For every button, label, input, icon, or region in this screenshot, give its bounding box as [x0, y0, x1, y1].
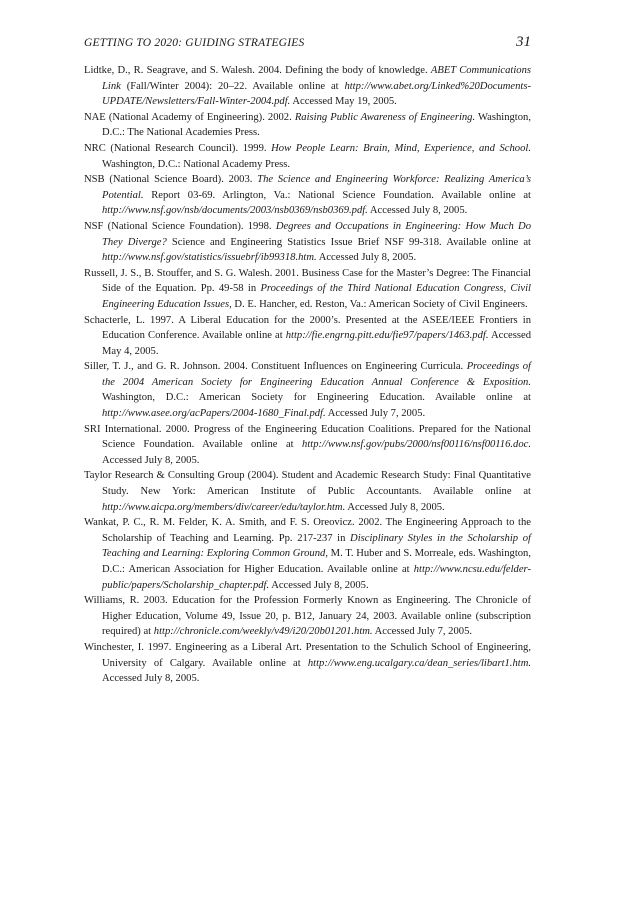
reference-text: Accessed July 8, 2005.	[345, 501, 445, 513]
reference-text: Accessed July 8, 2005.	[316, 252, 417, 264]
reference-text: Taylor Research & Consulting Group (2004). Student and Academic Research Study: Final Quantitative Study. New York: American Institute of Public Accountants. Available online at	[84, 470, 531, 498]
reference-text: Wankat, P. C., R. M. Felder, K. A. Smith, and F. S. Oreovicz. 2002. The Engineering Approach to the Scholarship of Teaching and Learning. Pp. 217-237 in	[84, 517, 531, 544]
page	[84, 34, 531, 687]
reference-entry	[84, 515, 531, 593]
reference-entry	[84, 219, 531, 266]
reference-italic-text: Disciplinary Styles in the Scholarship of Teaching and Learning: Exploring Common Ground,	[102, 532, 531, 560]
reference-text: Washington, D.C.: The National Academies Press.	[102, 111, 531, 139]
reference-italic-text: The Science and Engineering Workforce: Realizing America’s Potential.	[102, 174, 531, 201]
reference-italic-text: Raising Public Awareness of Engineering.	[294, 111, 476, 123]
reference-text: Washington, D.C.: American Society for Engineering Education. Available online at	[102, 392, 531, 404]
reference-text: Accessed July 8, 2005.	[367, 205, 468, 217]
reference-text: M. T. Huber and S. Morreale, eds. Washington, D.C.: American Association for Higher Education. Available online at	[102, 548, 532, 575]
reference-italic-text: ABET Communications Link	[102, 65, 531, 92]
reference-text: D. E. Hancher, ed. Reston, Va.: American Society of Civil Engineers.	[231, 298, 528, 310]
reference-italic-text: Degrees and Occupations in Engineering: How Much Do They Diverge?	[102, 220, 531, 248]
reference-italic-text: How People Learn: Brain, Mind, Experience, and School.	[271, 142, 531, 154]
reference-text: Accessed July 8, 2005.	[102, 673, 200, 685]
reference-italic-text: Proceedings of the 2004 American Society for Engineering Education Annual Conference & Exposition.	[102, 361, 531, 388]
reference-text: Report 03-69. Arlington, Va.: National Science Foundation. Available online at	[143, 189, 531, 201]
reference-text: Lidtke, D., R. Seagrave, and S. Walesh. 2004. Defining the body of knowledge.	[84, 65, 431, 76]
reference-italic-text: http://www.eng.ucalgary.ca/dean_series/libart1.htm.	[307, 657, 531, 669]
reference-text: SRI International. 2000. Progress of the Engineering Education Coalitions. Prepared for the National Science Foundation. Available online at	[84, 423, 531, 451]
running-head-title: GETTING TO 2020: GUIDING STRATEGIES	[84, 37, 305, 49]
page-number: 31	[516, 34, 531, 50]
reference-entry	[84, 359, 531, 421]
reference-text: Russell, J. S., B. Stouffer, and S. G. Walesh. 2001. Business Case for the Master’s Degree: The Financial Side of the Equation. Pp. 49-58 in	[84, 267, 531, 295]
reference-text: Accessed July 7, 2005.	[372, 626, 473, 638]
reference-italic-text: http://www.nsf.gov/pubs/2000/nsf00116/nsf00116.doc.	[302, 439, 531, 451]
reference-italic-text: http://www.nsf.gov/nsb/documents/2003/nsb0369/nsb0369.pdf.	[102, 205, 368, 217]
reference-text: Williams, R. 2003. Education for the Profession Formerly Known as Engineering. The Chronicle of Higher Education, Volume 49, Issue 20, p. B12, January 24, 2003. Available online (subscription required) at	[84, 595, 531, 638]
reference-entry	[84, 172, 531, 219]
reference-text: NAE (National Academy of Engineering). 2002.	[84, 111, 295, 123]
reference-entry	[84, 63, 531, 110]
reference-text: Siller, T. J., and G. R. Johnson. 2004. Constituent Influences on Engineering Curricula.	[84, 361, 467, 373]
reference-entry	[84, 422, 531, 469]
reference-italic-text: http://www.aicpa.org/members/div/career/edu/taylor.htm.	[102, 501, 346, 513]
reference-text: NRC (National Research Council). 1999.	[84, 142, 272, 154]
reference-italic-text: http://www.ncsu.edu/felder-public/papers/Scholarship_chapter.pdf.	[102, 564, 531, 591]
reference-entry	[84, 141, 531, 172]
reference-text: NSF (National Science Foundation). 1998.	[84, 220, 276, 232]
reference-text: Accessed July 8, 2005.	[269, 579, 369, 591]
reference-text: Washington, D.C.: National Academy Press.	[102, 158, 291, 170]
reference-italic-text: http://www.abet.org/Linked%20Documents-UPDATE/Newsletters/Fall-Winter-2004.pdf.	[102, 80, 531, 108]
reference-entry	[84, 468, 531, 515]
reference-text: Accessed May 4, 2005.	[102, 330, 531, 357]
reference-entry	[84, 110, 531, 141]
reference-entry	[84, 593, 531, 640]
reference-list	[84, 63, 531, 687]
reference-italic-text: http://fie.engrng.pitt.edu/fie97/papers/1463.pdf.	[285, 330, 489, 342]
running-head	[84, 34, 531, 56]
reference-text: Accessed July 8, 2005.	[102, 454, 200, 466]
reference-italic-text: Proceedings of the Third National Education Congress, Civil Engineering Education Issues,	[102, 283, 531, 310]
reference-entry	[84, 266, 531, 313]
reference-text: Science and Engineering Statistics Issue Brief NSF 99-318. Available online at	[166, 236, 532, 248]
reference-text: Accessed July 7, 2005.	[325, 408, 426, 420]
reference-entry	[84, 640, 531, 687]
reference-italic-text: http://chronicle.com/weekly/v49/i20/20b01201.htm.	[153, 626, 373, 638]
reference-text: Schacterle, L. 1997. A Liberal Education for the 2000’s. Presented at the ASEE/IEEE Frontiers in Education Conference. Available online at	[84, 314, 531, 342]
reference-italic-text: http://www.nsf.gov/statistics/issuebrf/ib99318.htm.	[102, 252, 317, 264]
reference-italic-text: http://www.asee.org/acPapers/2004-1680_Final.pdf.	[102, 408, 326, 420]
reference-text: (Fall/Winter 2004): 20–22. Available online at	[120, 80, 345, 92]
reference-entry	[84, 313, 531, 360]
reference-text: Winchester, I. 1997. Engineering as a Liberal Art. Presentation to the Schulich School of Engineering, University of Calgary. Available online at	[84, 641, 531, 669]
reference-text: Accessed May 19, 2005.	[290, 96, 397, 108]
reference-text: NSB (National Science Board). 2003.	[84, 174, 258, 186]
